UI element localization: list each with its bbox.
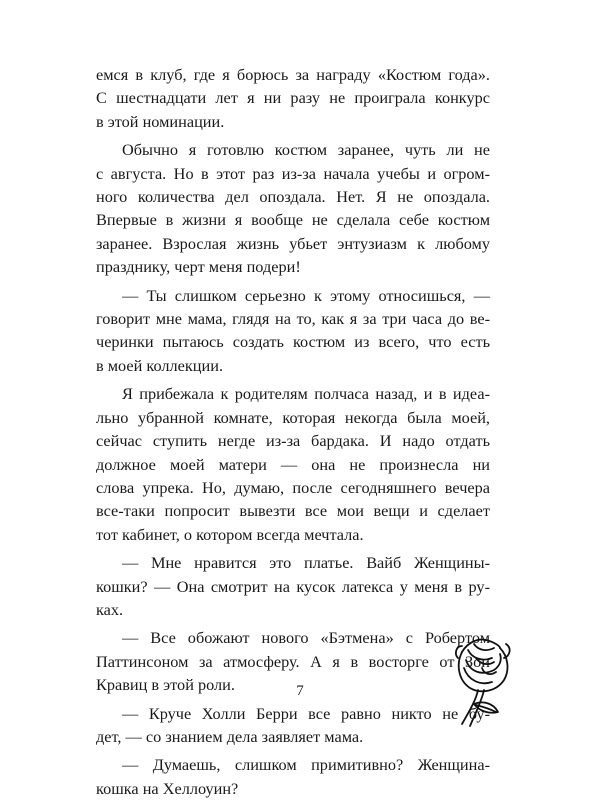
text-line: Я прибежала к родителям полчаса назад, и в идеа- (122, 384, 490, 404)
text-line: емся в клуб, где я борюсь за награду «Костюм года». (96, 65, 490, 84)
text-line: — Круче Холли Берри все равно никто не бу- (122, 703, 490, 723)
text-line: черинки пытаюсь создать костюм из всего, что есть (96, 332, 490, 352)
text-line: все-таки попросит вывезти все мои вещи и сделает (96, 501, 490, 521)
text-line: в моей коллекции. (96, 355, 224, 375)
text-line: в этой номинации. (96, 111, 225, 131)
text-line: ках. (96, 599, 124, 619)
text-line: льно убранной комнате, которая некогда была моей, (96, 407, 490, 427)
text-line: — Ты слишком серьезно к этому относишься, — (122, 285, 490, 305)
text-line: заранее. Взрослая жизнь убьет энтузиазм к любому (96, 233, 490, 253)
paragraph (96, 702, 490, 749)
text-line: говорит мне мама, глядя на то, как я за три часа до ве- (96, 309, 490, 329)
text-line: С шестнадцати лет я ни разу не проиграла конкурс (96, 88, 490, 108)
text-line: — Все обожают нового «Бэтмена» с Робертом (122, 628, 490, 648)
paragraph (96, 284, 490, 378)
text-line: — Мне нравится это платье. Вайб Женщины- (122, 553, 490, 573)
text-line: Впервые в жизни я вообще не сделала себе костюм (96, 210, 490, 230)
paragraph (96, 382, 490, 546)
text-line: ного количества дел опоздала. Нет. Я не опоздала. (96, 187, 490, 207)
text-line: Паттинсоном за атмосферу. А я в восторге от Зои (96, 651, 490, 671)
text-line: с августа. Но в этот раз из-за начала учебы и огром- (96, 163, 490, 183)
text-line: должное моей матери — она не произнесла ни (96, 454, 490, 474)
text-line: кошки? — Она смотрит на кусок латекса у меня в ру- (96, 576, 490, 596)
text-line: Обычно я готовлю костюм заранее, чуть ли не (122, 140, 490, 160)
text-line: сейчас ступить негде из-за бардака. И надо отдать (96, 431, 490, 451)
text-line: кошка на Хеллоуин? (96, 778, 239, 798)
text-line: — Думаешь, слишком примитивно? Женщина- (122, 755, 490, 775)
text-line: дет, — со знанием дела заявляет мама. (96, 726, 364, 746)
rose-icon (448, 628, 516, 728)
page-number: 7 (296, 683, 304, 699)
text-line: Кравиц в этой роли. (96, 675, 235, 695)
text-line: слова упрека. Но, думаю, после сегодняшнего вечера (96, 477, 490, 497)
text-line: тот кабинет, о котором всегда мечтала. (96, 524, 364, 544)
paragraph (96, 753, 490, 800)
paragraph (96, 63, 490, 133)
paragraph (96, 138, 490, 278)
paragraph (96, 551, 490, 621)
text-line: празднику, черт меня подери! (96, 257, 301, 277)
